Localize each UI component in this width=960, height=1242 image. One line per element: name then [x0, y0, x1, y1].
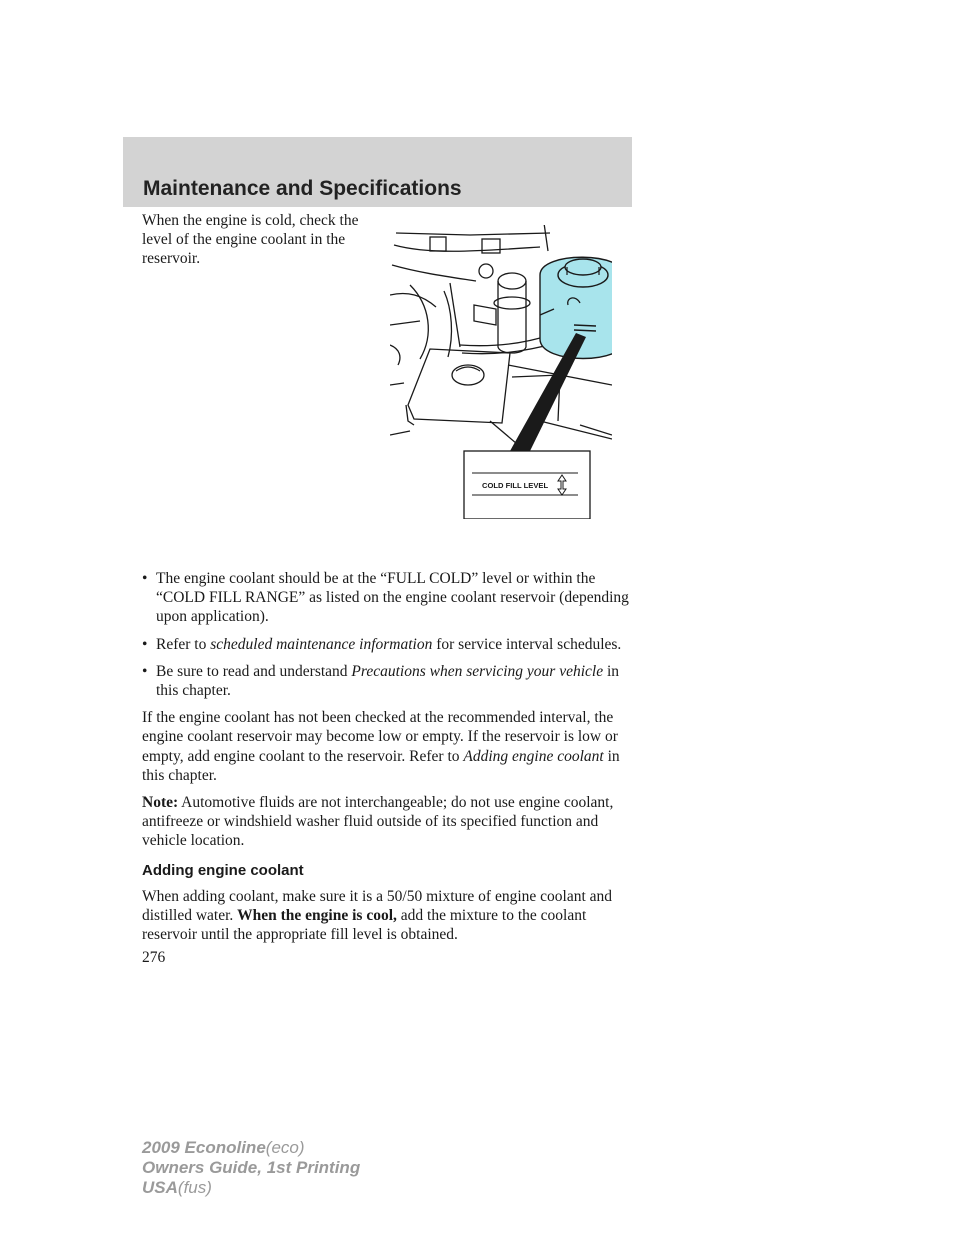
note-text: Automotive fluids are not interchangeable; do not use engine coolant, antifreeze or windshield washer fluid outside of its specified function and vehicle location. [142, 794, 614, 850]
document-footer [142, 1138, 360, 1198]
bullet-list [142, 569, 632, 700]
bullet-text: for service interval schedules. [432, 635, 622, 653]
adding-coolant-paragraph [142, 887, 632, 945]
bullet-icon: • [142, 662, 148, 680]
footer-line: Owners Guide, 1st Printing [142, 1158, 361, 1177]
note-label: Note: [142, 794, 179, 812]
footer-line [142, 1138, 360, 1158]
intro-paragraph: When the engine is cold, check the level of the engine coolant in the reservoir. [142, 212, 359, 268]
coolant-reservoir-illustration [390, 225, 612, 519]
reservoir-paragraph [142, 708, 632, 785]
bullet-text: The engine coolant should be at the “FULL COLD” level or within the “COLD FILL RANGE” as listed on the engine coolant reservoir (depending upon application). [156, 570, 629, 626]
chapter-header-band [123, 137, 632, 207]
bullet-icon: • [142, 635, 148, 653]
footer-code: (eco) [265, 1138, 305, 1157]
chapter-title: Maintenance and Specifications [143, 177, 462, 200]
bullet-text: Refer to [156, 635, 211, 653]
paragraph-text: When adding coolant, make sure it is a 50/50 mixture of engine coolant and distilled water. [142, 887, 613, 925]
footer-market: USA [142, 1178, 178, 1197]
section-heading: Adding engine coolant [142, 861, 304, 879]
cross-reference: scheduled maintenance information [210, 635, 433, 653]
paragraph-text: If the engine coolant has not been checked at the recommended interval, the engine coolant reservoir may become low or empty. If the reservoir is low or empty, add engine coolant to the reservoir. Refer to [142, 709, 618, 765]
footer-line [142, 1178, 360, 1198]
list-item [142, 662, 632, 700]
main-text-column [142, 569, 632, 952]
cross-reference: Adding engine coolant [463, 747, 604, 765]
page-number: 276 [142, 949, 166, 966]
list-item [142, 569, 632, 627]
cross-reference: Precautions when servicing your vehicle [351, 662, 604, 680]
list-item [142, 635, 632, 654]
note-paragraph [142, 793, 632, 851]
footer-model: 2009 Econoline [142, 1138, 266, 1157]
emphasis-text: When the engine is cool, [237, 907, 397, 925]
paragraph-text: add the mixture to the coolant reservoir until the appropriate fill level is obtained. [142, 907, 587, 944]
cold-fill-level-label: COLD FILL LEVEL [482, 481, 549, 490]
footer-code: (fus) [177, 1178, 212, 1197]
paragraph-text: in this chapter. [142, 747, 620, 784]
bullet-text: in this chapter. [156, 662, 620, 700]
bullet-icon: • [142, 570, 148, 587]
bullet-text: Be sure to read and understand [156, 662, 352, 680]
